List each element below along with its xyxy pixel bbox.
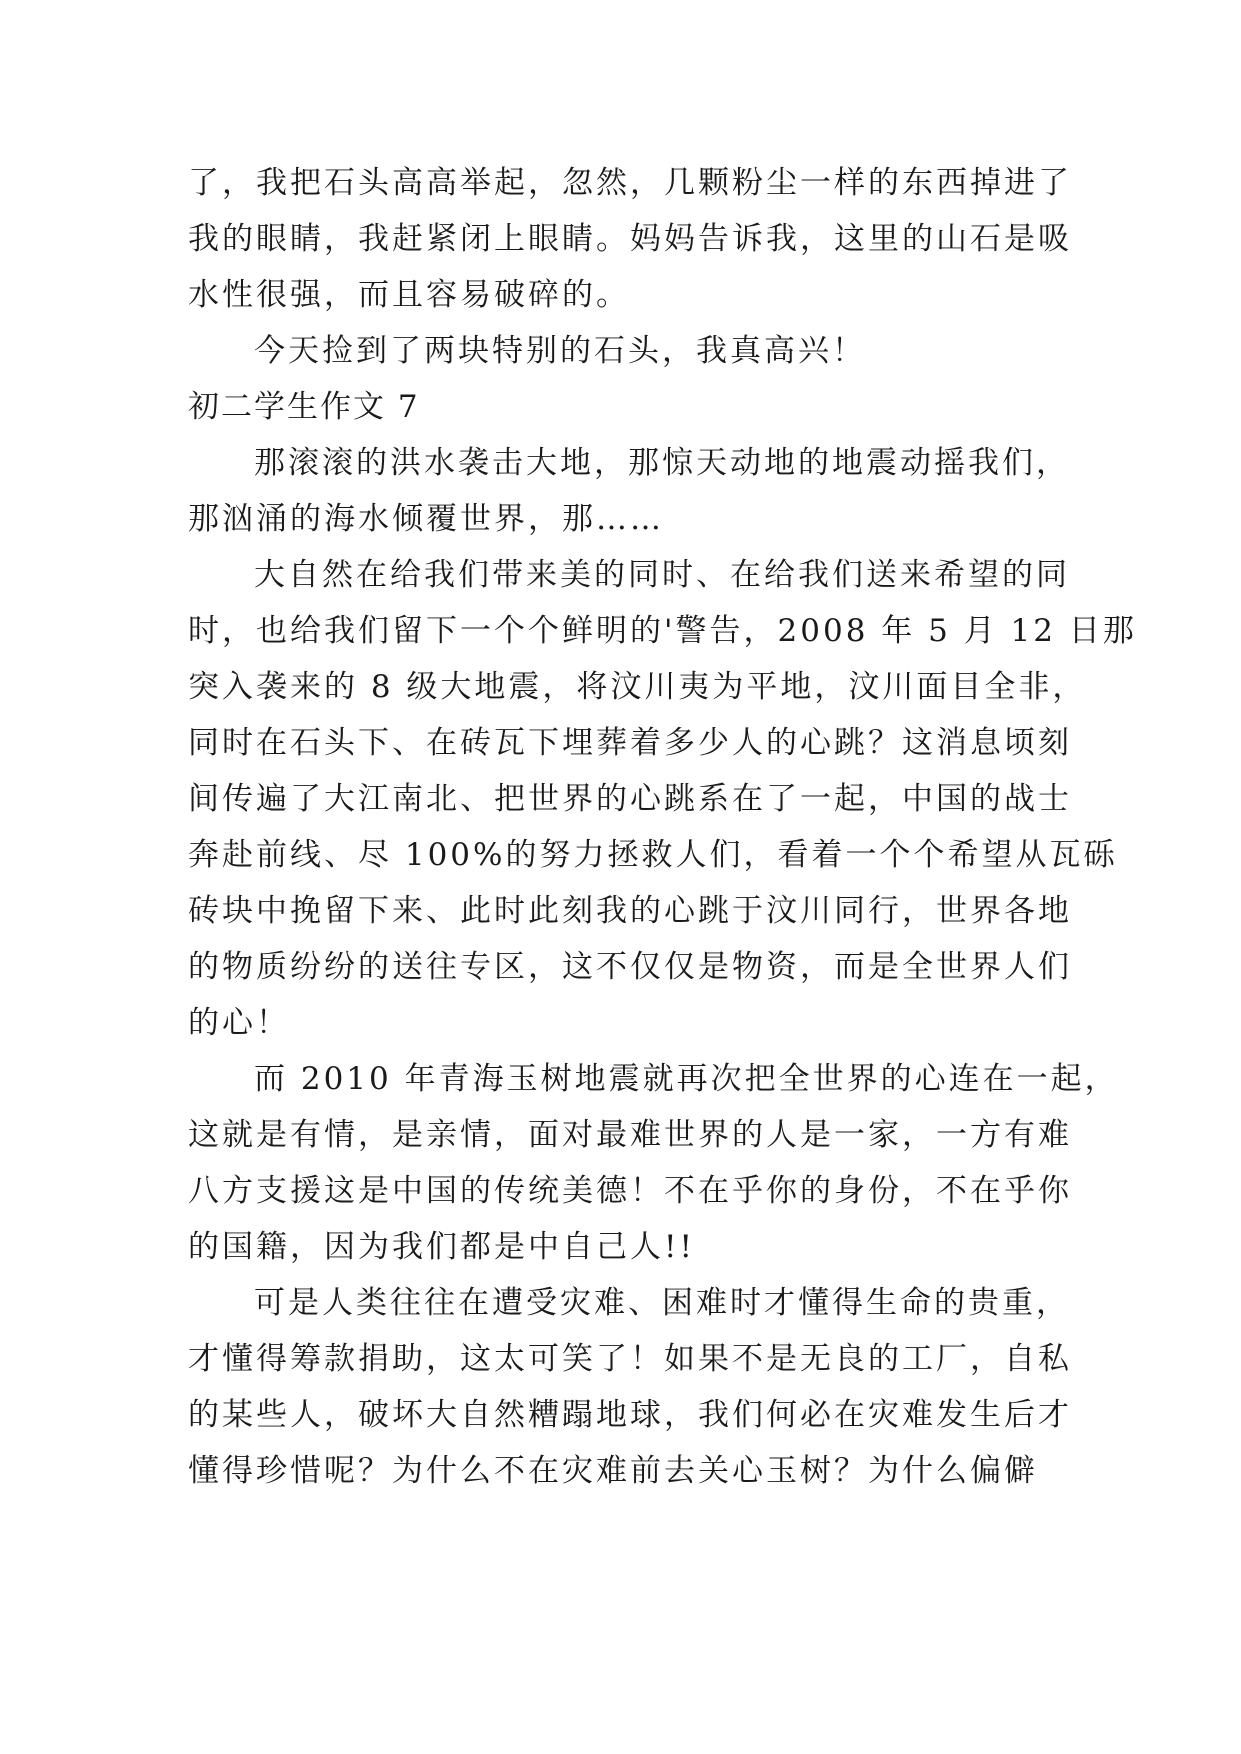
text-line: 时，也给我们留下一个个鲜明的'警告，2008 年 5 月 12 日那 [188,613,1137,649]
text-line: 的国籍，因为我们都是中自己人!! [188,1229,695,1265]
paragraph-first-line: 而 2010 年青海玉树地震就再次把全世界的心连在一起， [254,1061,1119,1097]
text-line: 懂得珍惜呢？为什么不在灾难前去关心玉树？为什么偏僻 [188,1453,1038,1489]
text-line: 我的眼睛，我赶紧闭上眼睛。妈妈告诉我，这里的山石是吸 [188,221,1072,257]
text-line: 水性很强，而且容易破碎的。 [188,277,630,313]
text-line: 八方支援这是中国的传统美德！不在乎你的身份，不在乎你 [188,1173,1072,1209]
text-line: 奔赴前线、尽 100%的努力拯救人们，看着一个个希望从瓦砾 [188,837,1118,873]
text-line: 突入袭来的 8 级大地震，将汶川夷为平地，汶川面目全非， [188,669,1087,705]
paragraph-first-line: 今天捡到了两块特别的石头，我真高兴！ [254,333,866,369]
paragraph-first-line: 大自然在给我们带来美的同时、在给我们送来希望的同 [254,557,1070,593]
section-heading: 初二学生作文 7 [188,389,420,425]
text-line: 同时在石头下、在砖瓦下埋葬着多少人的心跳？这消息顷刻 [188,725,1072,761]
document-body [188,155,1137,1499]
paragraph-first-line: 可是人类往往在遭受灾难、困难时才懂得生命的贵重， [254,1285,1070,1321]
text-line: 的心！ [188,1005,290,1041]
text-line: 了，我把石头高高举起，忽然，几颗粉尘一样的东西掉进了 [188,165,1072,201]
text-line: 那汹涌的海水倾覆世界，那…… [188,501,664,537]
paragraph-first-line: 那滚滚的洪水袭击大地，那惊天动地的地震动摇我们， [254,445,1070,481]
text-line: 这就是有情，是亲情，面对最难世界的人是一家，一方有难 [188,1117,1072,1153]
text-line: 才懂得筹款捐助，这太可笑了！如果不是无良的工厂，自私 [188,1341,1072,1377]
text-line: 的物质纷纷的送往专区，这不仅仅是物资，而是全世界人们 [188,949,1072,985]
text-line: 间传遍了大江南北、把世界的心跳系在了一起，中国的战士 [188,781,1072,817]
text-line: 的某些人，破坏大自然糟蹋地球，我们何必在灾难发生后才 [188,1397,1072,1433]
text-line: 砖块中挽留下来、此时此刻我的心跳于汶川同行，世界各地 [188,893,1072,929]
